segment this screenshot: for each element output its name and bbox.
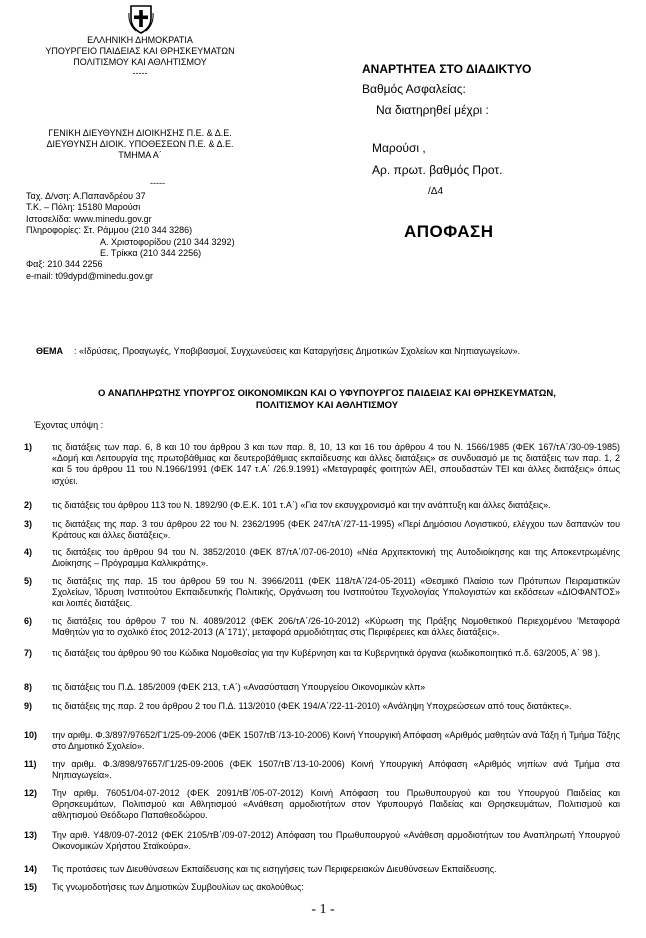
page-number: - 1 - (311, 902, 335, 917)
item-text: τις διατάξεις της παρ. 3 του άρθρου 22 του Ν. 2362/1995 (ΦΕΚ 247/τΑ΄/27-11-1995) «Περί Δημόσιου Λογιστικού, ελέγχου των δαπανών του Κράτους και άλλες διατάξεις». (52, 519, 620, 541)
item-number: 15) (24, 882, 38, 892)
authority-heading: Ο ΑΝΑΠΛΗΡΩΤΗΣ ΥΠΟΥΡΓΟΣ ΟΙΚΟΝΟΜΙΚΩΝ ΚΑΙ Ο ΥΦΥΠΟΥΡΓΟΣ ΠΑΙΔΕΙΑΣ ΚΑΙ ΘΡΗΣΚΕΥΜΑΤΩΝ, ΠΟΛΙΤΙΣΜΟΥ ΚΑΙ ΑΘΛΗΤΙΣΜΟΥ (98, 388, 556, 411)
postal-code: Τ.Κ. – Πόλη: 15180 Μαρούσι (26, 202, 141, 213)
item-text: την αριθμ. Φ.3/897/97652/Γ1/25-09-2006 (ΦΕΚ 1507/τΒ΄/13-10-2006) Κοινή Υπουργική Απόφαση «Αριθμός μαθητών ανά Τάξη ή Τμήμα Τάξης στο Δημοτικό Σχολείο». (52, 730, 620, 752)
item-number: 12) (24, 788, 38, 798)
address: Ταχ. Δ/νση: Α.Παπανδρέου 37 (26, 191, 146, 201)
contact-block (26, 191, 286, 282)
protocol-number: Αρ. πρωτ. βαθμός Προτ. (372, 163, 503, 177)
ministry-line-2: ΠΟΛΙΤΙΣΜΟΥ ΚΑΙ ΑΘΛΗΤΙΣΜΟΥ (73, 57, 207, 67)
item-text: Τις προτάσεις των Διευθύνσεων Εκπαίδευσης και τις εισηγήσεις των Περιφερειακών Διευθύνσεων Εκπαίδευσης. (52, 864, 497, 874)
place: Μαρούσι , (372, 141, 426, 155)
divider-dashes: ----- (132, 68, 148, 78)
email: e-mail: t09dypd@minedu.gov.gr (26, 270, 154, 281)
greek-emblem-icon (128, 4, 154, 34)
ministry-line: ΥΠΟΥΡΓΕΙΟ ΠΑΙΔΕΙΑΣ ΚΑΙ ΘΡΗΣΚΕΥΜΑΤΩΝ (45, 46, 235, 56)
item-text: τις διατάξεις της παρ. 15 του άρθρου 59 του Ν. 3966/2011 (ΦΕΚ 118/τΑ΄/24-05-2011) «Θεσμικό Πλαίσιο των Πρότυπων Πειραματικών Σχολείων, Ίδρυση Ινστιτούτου Εκπαιδευτικής Πολιτικής, Οργάνωση του Ινστιτούτου Τεχνολογίας Υπολογιστών και εκδόσεων «ΔΙΟΦΑΝΤΟΣ» και λοιπές διατάξεις. (52, 576, 620, 609)
fax: Φαξ: 210 344 2256 (26, 259, 103, 270)
website: Ιστοσελίδα: www.minedu.gov.gr (26, 213, 152, 224)
item-text: Την αριθ. Υ48/09-07-2012 (ΦΕΚ 2105/τΒ΄/09-07-2012) Απόφαση του Πρωθυπουργού «Ανάθεση αρμοδιοτήτων του Αναπληρωτή Υπουργού Οικονομικών Χρήστου Σταϊκούρα». (52, 830, 620, 852)
item-number: 13) (24, 830, 38, 840)
subject-label: ΘΕΜΑ (36, 346, 63, 356)
item-number: 14) (24, 864, 38, 874)
having-regard: Έχοντας υπόψη : (34, 420, 104, 430)
directorate: ΔΙΕΥΘΥΝΣΗ ΔΙΟΙΚ. ΥΠΟΘΕΣΕΩΝ Π.Ε. & Δ.Ε. (46, 139, 234, 149)
decision-title: ΑΠΟΦΑΣΗ (404, 222, 494, 241)
protocol-code: /Δ4 (428, 186, 444, 197)
keep-until: Να διατηρηθεί μέχρι : (376, 103, 489, 117)
info-contact-2: Α. Χριστοφορίδου (210 344 3292) (100, 236, 235, 247)
item-number: 11) (24, 759, 37, 769)
subject-text: : «Ιδρύσεις, Προαγωγές, Υποβιβασμοί, Συγχωνεύσεις και Καταργήσεις Δημοτικών Σχολείων και Νηπιαγωγείων». (74, 346, 521, 356)
item-text: τις διατάξεις του άρθρου 90 του Κώδικα Νομοθεσίας για την Κυβέρνηση και τα Κυβερνητικά όργανα (κωδικοποιητικό π.δ. 63/2005, Α΄ 98 ). (52, 648, 601, 658)
item-number: 5) (24, 576, 33, 586)
item-text: Την αριθμ. 76051/04-07-2012 (ΦΕΚ 2091/τΒ΄/05-07-2012) Κοινή Απόφαση του Πρωθυπουργού και του Υπουργού Παιδείας και Θρησκευμάτων, Πολιτισμού και Αθλητισμού «Ανάθεση αρμοδιοτήτων στον Υφυπουργό Παιδείας και Θρησκευμάτων, Πολιτισμού και αθλητισμού Θεόδωρο Παπαθεοδώρου. (52, 788, 620, 821)
subject (28, 346, 624, 357)
item-number: 6) (24, 616, 33, 626)
general-directorate: ΓΕΝΙΚΗ ΔΙΕΥΘΥΝΣΗ ΔΙΟΙΚΗΣΗΣ Π.Ε. & Δ.Ε. (48, 128, 232, 138)
item-text: τις διατάξεις της παρ. 2 του άρθρου 2 του Π.Δ. 113/2010 (ΦΕΚ 194/Α΄/22-11-2010) «Ανάληψη Υποχρεώσεων από τους διατάκτες». (52, 701, 572, 711)
posting-notice: ΑΝΑΡΤΗΤΕΑ ΣΤΟ ΔΙΑΔΙΚΤΥΟ (362, 62, 532, 76)
item-text: Τις γνωμοδοτήσεις των Δημοτικών Συμβουλίων ως ακολούθως: (52, 882, 304, 892)
republic-line: ΕΛΛΗΝΙΚΗ ΔΗΜΟΚΡΑΤΙΑ (87, 35, 193, 45)
item-number: 2) (24, 500, 33, 510)
department-header (8, 128, 272, 161)
item-text: τις διατάξεις του άρθρου 7 του Ν. 4089/2012 (ΦΕΚ 206/τΑ΄/26-10-2012) «Κύρωση της Πράξης Νομοθετικού Περιεχομένου 'Μεταφορά Μαθητών για το σχολικό έτος 2012-2013 (Α΄171)', μεταφορά αρμοδιότητας στις Περιφέρειες και άλλες διατάξεις». (52, 616, 620, 638)
item-text: τις διατάξεις του άρθρου 113 του Ν. 1892/90 (Φ.Ε.Κ. 101 τ.Α΄) «Για τον εκσυγχρονισμό και την ανάπτυξη και άλλες διατάξεις». (52, 500, 551, 510)
item-text: τις διατάξεις των παρ. 6, 8 και 10 του άρθρου 3 και των παρ. 8, 10, 13 και 16 του άρθρου 4 του Ν. 1566/1985 (ΦΕΚ 167/τΑ΄/30-09-1985) «Δομή και Λειτουργία της πρωτοβάθμιας και δευτεροβάθμιας εκπαίδευσης και άλλες διατάξεις» σε συνδυασμό με τις διατάξεις των παρ. 1, 2 και 5 του άρθρου 11 του Ν.1966/1991 (ΦΕΚ 147 τ.Α΄ /26.9.1991) «Μεταγραφές φοιτητών ΑΕΙ, σπουδαστών ΤΕΙ και άλλες διατάξεις» όπως ισχύει. (52, 442, 620, 486)
divider-dashes-2: ----- (150, 178, 165, 188)
item-text: την αριθμ. Φ.3/898/97657/Γ1/25-09-2006 (ΦΕΚ 1507/τΒ΄/13-10-2006) Κοινή Υπουργική Απόφαση «Αριθμός νηπίων ανά Τμήμα στα Νηπιαγωγεία». (52, 759, 620, 781)
item-number: 9) (24, 701, 33, 711)
item-number: 8) (24, 682, 33, 692)
item-text: τις διατάξεις του άρθρου 94 του Ν. 3852/2010 (ΦΕΚ 87/τΑ΄/07-06-2010) «Νέα Αρχιτεκτονική της Αυτοδιοίκησης και της Αποκεντρωμένης Διοίκησης – Πρόγραμμα Καλλικράτης». (52, 547, 620, 569)
item-text: τις διατάξεις του Π.Δ. 185/2009 (ΦΕΚ 213, τ.Α΄) «Ανασύσταση Υπουργείου Οικονομικών κλπ» (52, 682, 426, 692)
item-number: 1) (24, 442, 33, 452)
item-number: 3) (24, 519, 33, 529)
item-number: 4) (24, 547, 33, 557)
security-level: Βαθμός Ασφαλείας: (362, 82, 466, 96)
info-contact-1: Πληροφορίες: Στ. Ράμμου (210 344 3286) (26, 225, 193, 236)
ministry-header (8, 35, 272, 79)
item-number: 10) (24, 730, 38, 740)
info-contact-3: Ε. Τρίκκα (210 344 2256) (100, 248, 202, 259)
section: ΤΜΗΜΑ Α΄ (118, 150, 162, 160)
item-number: 7) (24, 648, 33, 658)
